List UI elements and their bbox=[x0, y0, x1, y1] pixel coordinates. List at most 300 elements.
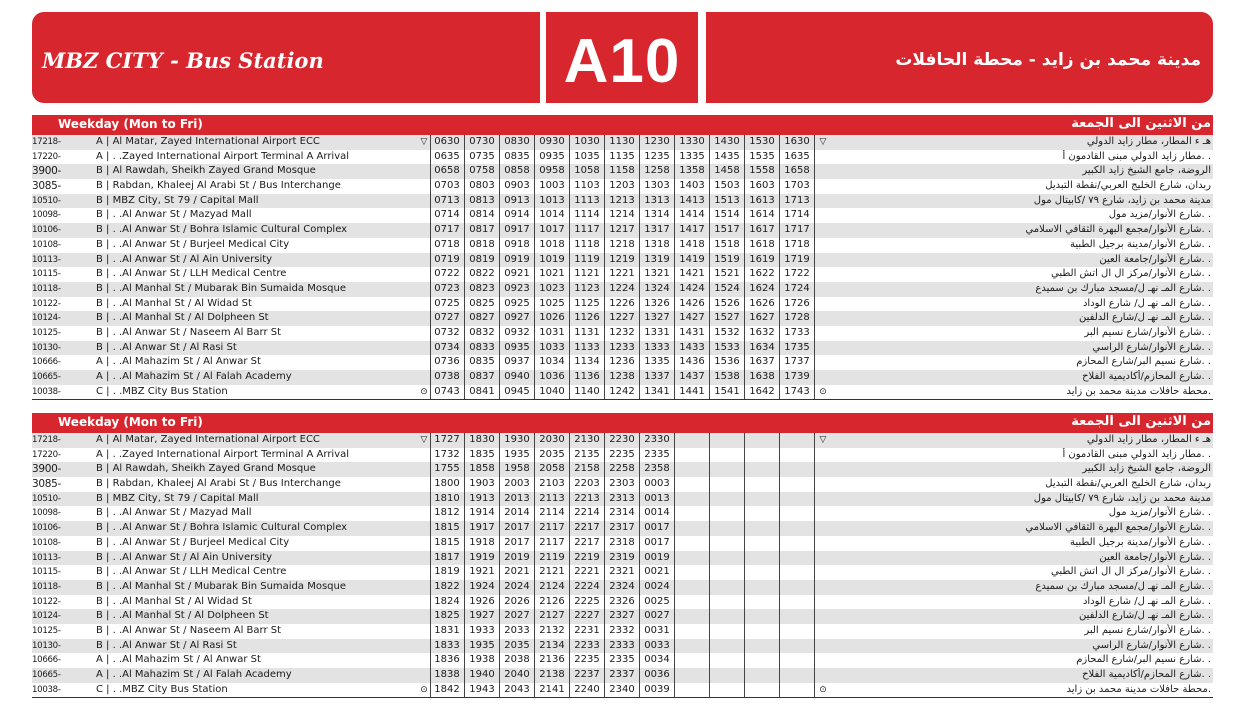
time-cell: 0833 bbox=[465, 341, 500, 356]
section-label-ar: من الاثنين الى الجمعة bbox=[1071, 414, 1211, 429]
stop-name-en: B | MBZ City, St 79 / Capital Mall bbox=[96, 492, 259, 504]
table-row bbox=[32, 668, 1213, 683]
time-cell bbox=[675, 624, 710, 639]
time-cell: 0017 bbox=[640, 536, 675, 551]
section-label-en: Weekday (Mon to Fri) bbox=[58, 415, 203, 429]
time-cell: 2027 bbox=[500, 609, 535, 624]
time-cell: 1642 bbox=[745, 385, 780, 400]
stop-code: 3900- bbox=[32, 463, 62, 476]
time-cell: 0958 bbox=[535, 164, 570, 179]
time-cell: 0935 bbox=[535, 150, 570, 165]
time-cell: 1413 bbox=[675, 194, 710, 209]
time-cell: 1958 bbox=[500, 462, 535, 477]
section-header bbox=[32, 115, 1213, 135]
table-row bbox=[32, 624, 1213, 639]
time-cell: 2058 bbox=[535, 462, 570, 477]
table-row bbox=[32, 179, 1213, 194]
stop-marker: ⊙ bbox=[420, 684, 428, 695]
time-cell: 1327 bbox=[640, 311, 675, 326]
time-cell: 0940 bbox=[500, 370, 535, 385]
stop-name-ar: . .شارع الأنوار/مدينة برجيل الطبية bbox=[1070, 238, 1211, 250]
table-row bbox=[32, 150, 1213, 165]
stop-name-ar: . .شارع المـ نهـ ل/مسجد مبارك بن سميدع bbox=[1035, 282, 1211, 294]
table-row bbox=[32, 551, 1213, 566]
time-cell: 1638 bbox=[745, 370, 780, 385]
time-cell: 2230 bbox=[605, 433, 640, 448]
time-cell bbox=[675, 653, 710, 668]
stop-name-ar: . .شارع الأنوار/شارع الراسي bbox=[1092, 341, 1211, 353]
time-cell: 0036 bbox=[640, 668, 675, 683]
time-cell: 1535 bbox=[745, 150, 780, 165]
time-cell: 2213 bbox=[570, 492, 605, 507]
time-cell: 0937 bbox=[500, 355, 535, 370]
time-cell: 1113 bbox=[570, 194, 605, 209]
time-cell: 1503 bbox=[710, 179, 745, 194]
time-cell: 1125 bbox=[570, 297, 605, 312]
time-cell: 2303 bbox=[605, 477, 640, 492]
time-cell: 2240 bbox=[570, 683, 605, 698]
time-cell bbox=[745, 536, 780, 551]
time-cell: 0814 bbox=[465, 208, 500, 223]
time-cell: 2237 bbox=[570, 668, 605, 683]
time-cell: 2026 bbox=[500, 595, 535, 610]
table-row bbox=[32, 521, 1213, 536]
time-cell: 1838 bbox=[430, 668, 465, 683]
time-cell: 2024 bbox=[500, 580, 535, 595]
stop-code: 10122- bbox=[32, 298, 61, 309]
time-cell: 2227 bbox=[570, 609, 605, 624]
time-cell bbox=[675, 462, 710, 477]
stop-code: 10510- bbox=[32, 195, 61, 206]
time-cell: 1114 bbox=[570, 208, 605, 223]
time-cell bbox=[745, 639, 780, 654]
time-cell: 1437 bbox=[675, 370, 710, 385]
time-cell: 0713 bbox=[430, 194, 465, 209]
time-cell: 2141 bbox=[535, 683, 570, 698]
time-cell: 1626 bbox=[745, 297, 780, 312]
table-row bbox=[32, 492, 1213, 507]
time-cell: 0736 bbox=[430, 355, 465, 370]
time-cell: 1817 bbox=[430, 551, 465, 566]
time-cell: 1938 bbox=[465, 653, 500, 668]
time-cell: 1658 bbox=[780, 164, 815, 179]
time-cell: 2019 bbox=[500, 551, 535, 566]
time-cell: 1521 bbox=[710, 267, 745, 282]
time-cell bbox=[710, 565, 745, 580]
time-cell bbox=[745, 595, 780, 610]
table-row bbox=[32, 238, 1213, 253]
stop-name-ar: . .شارع الأنوار/شارع نسيم البر bbox=[1084, 326, 1211, 338]
time-cell: 2340 bbox=[605, 683, 640, 698]
stop-name-ar: . .شارع المـ نهـ ل/ شارع الوداد bbox=[1082, 595, 1211, 607]
time-cell: 1233 bbox=[605, 341, 640, 356]
time-cell: 1458 bbox=[710, 164, 745, 179]
time-cell: 1819 bbox=[430, 565, 465, 580]
time-cell: 0819 bbox=[465, 253, 500, 268]
time-cell bbox=[675, 609, 710, 624]
stop-code: 10106- bbox=[32, 225, 61, 236]
time-cell: 1917 bbox=[465, 521, 500, 536]
time-cell: 2014 bbox=[500, 506, 535, 521]
time-cell: 0031 bbox=[640, 624, 675, 639]
stop-name-en: B | . .Al Anwar St / LLH Medical Centre bbox=[96, 268, 287, 280]
time-cell: 1303 bbox=[640, 179, 675, 194]
time-cell bbox=[780, 477, 815, 492]
stop-name-ar: . .شارع الأنوار/مركز ال ال اتش الطبي bbox=[1051, 268, 1211, 280]
time-cell: 1637 bbox=[745, 355, 780, 370]
time-cell: 1121 bbox=[570, 267, 605, 282]
time-cell: 2033 bbox=[500, 624, 535, 639]
stop-name-en: B | . .Al Anwar St / Mazyad Mall bbox=[96, 507, 252, 519]
time-cell: 1421 bbox=[675, 267, 710, 282]
time-cell: 1258 bbox=[640, 164, 675, 179]
time-cell: 0932 bbox=[500, 326, 535, 341]
stop-name-ar: . .شارع المحازم/أكاديمية الفلاح bbox=[1082, 669, 1211, 680]
stop-code: 3900- bbox=[32, 165, 62, 178]
time-cell: 2117 bbox=[535, 536, 570, 551]
time-cell: 1238 bbox=[605, 370, 640, 385]
time-cell bbox=[780, 565, 815, 580]
time-cell bbox=[780, 639, 815, 654]
time-cell: 1558 bbox=[745, 164, 780, 179]
time-cell: 1242 bbox=[605, 385, 640, 400]
stop-name-ar: مدينة محمد بن زايد، شارع ٧٩ /كابيتال مول bbox=[1033, 194, 1211, 206]
timetable-rows bbox=[32, 135, 1213, 400]
stop-name-ar: . .شارع الأنوار/مزيد مول bbox=[1108, 209, 1211, 221]
time-cell: 2136 bbox=[535, 653, 570, 668]
time-cell: 0930 bbox=[535, 135, 570, 150]
time-cell: 2326 bbox=[605, 595, 640, 610]
time-cell: 0735 bbox=[465, 150, 500, 165]
stop-name-ar: . .شارع المـ نهـ ل/ شارع الوداد bbox=[1082, 297, 1211, 309]
time-cell: 1431 bbox=[675, 326, 710, 341]
time-cell: 2017 bbox=[500, 536, 535, 551]
time-cell: 1036 bbox=[535, 370, 570, 385]
time-cell bbox=[710, 595, 745, 610]
time-cell: 0917 bbox=[500, 223, 535, 238]
time-cell: 0827 bbox=[465, 311, 500, 326]
time-cell: 1719 bbox=[780, 253, 815, 268]
table-row bbox=[32, 565, 1213, 580]
time-cell: 0703 bbox=[430, 179, 465, 194]
stop-name-ar: . .شارع الأنوار/شارع الراسي bbox=[1092, 639, 1211, 651]
stop-code: 10098- bbox=[32, 508, 61, 519]
time-cell: 2132 bbox=[535, 624, 570, 639]
stop-code: 10666- bbox=[32, 655, 61, 666]
time-cell: 1703 bbox=[780, 179, 815, 194]
table-row bbox=[32, 223, 1213, 238]
time-cell: 2038 bbox=[500, 653, 535, 668]
time-cell: 1530 bbox=[745, 135, 780, 150]
time-cell: 0727 bbox=[430, 311, 465, 326]
time-cell: 1927 bbox=[465, 609, 500, 624]
stop-name-en: B | . .Al Anwar St / Naseem Al Barr St bbox=[96, 624, 282, 636]
stop-code: 10130- bbox=[32, 640, 61, 651]
time-cell: 1810 bbox=[430, 492, 465, 507]
stop-marker-right: ⊙ bbox=[819, 386, 827, 397]
time-cell: 1025 bbox=[535, 297, 570, 312]
time-cell: 2017 bbox=[500, 521, 535, 536]
time-cell: 1403 bbox=[675, 179, 710, 194]
time-cell: 1632 bbox=[745, 326, 780, 341]
time-cell: 1417 bbox=[675, 223, 710, 238]
time-cell: 0817 bbox=[465, 223, 500, 238]
table-row bbox=[32, 448, 1213, 463]
time-cell bbox=[745, 521, 780, 536]
time-cell: 2317 bbox=[605, 521, 640, 536]
time-cell: 1726 bbox=[780, 297, 815, 312]
time-cell bbox=[745, 609, 780, 624]
timetable-section-1 bbox=[32, 115, 1213, 400]
time-cell: 1727 bbox=[430, 433, 465, 448]
time-cell: 2119 bbox=[535, 551, 570, 566]
stop-name-en: B | . .Al Anwar St / Naseem Al Barr St bbox=[96, 326, 282, 338]
time-cell: 1126 bbox=[570, 311, 605, 326]
stop-name-ar: . .شارع نسيم البر/شارع المحازم bbox=[1076, 654, 1211, 666]
stop-name-ar: . .شارع نسيم البر/شارع المحازم bbox=[1076, 356, 1211, 368]
time-cell: 1622 bbox=[745, 267, 780, 282]
column-divider bbox=[430, 135, 431, 399]
stop-name-en: A | . .Zayed International Airport Terminal A Arrival bbox=[96, 150, 350, 162]
time-cell: 1924 bbox=[465, 580, 500, 595]
time-cell: 2040 bbox=[500, 668, 535, 683]
time-cell: 2327 bbox=[605, 609, 640, 624]
time-cell: 2337 bbox=[605, 668, 640, 683]
time-cell: 1541 bbox=[710, 385, 745, 400]
time-cell: 1103 bbox=[570, 179, 605, 194]
stop-code: 10118- bbox=[32, 283, 61, 294]
time-cell: 1031 bbox=[535, 326, 570, 341]
time-cell bbox=[745, 565, 780, 580]
time-cell: 1131 bbox=[570, 326, 605, 341]
time-cell: 1414 bbox=[675, 208, 710, 223]
time-cell: 0718 bbox=[430, 238, 465, 253]
time-cell: 1019 bbox=[535, 253, 570, 268]
time-cell: 1123 bbox=[570, 282, 605, 297]
time-cell: 2319 bbox=[605, 551, 640, 566]
time-cell bbox=[745, 492, 780, 507]
time-cell: 1618 bbox=[745, 238, 780, 253]
time-cell: 1426 bbox=[675, 297, 710, 312]
time-cell bbox=[675, 536, 710, 551]
time-cell: 1418 bbox=[675, 238, 710, 253]
stop-name-en: C | . .MBZ City Bus Station bbox=[96, 385, 228, 397]
time-cell: 0658 bbox=[430, 164, 465, 179]
timetable-section-2 bbox=[32, 413, 1213, 698]
time-cell: 1921 bbox=[465, 565, 500, 580]
time-cell: 1824 bbox=[430, 595, 465, 610]
stop-code: 10510- bbox=[32, 493, 61, 504]
time-cell: 1224 bbox=[605, 282, 640, 297]
time-cell bbox=[745, 462, 780, 477]
time-cell bbox=[675, 668, 710, 683]
time-cell: 1919 bbox=[465, 551, 500, 566]
stop-code: 10122- bbox=[32, 596, 61, 607]
time-cell: 1230 bbox=[640, 135, 675, 150]
time-cell bbox=[780, 653, 815, 668]
time-cell: 1033 bbox=[535, 341, 570, 356]
time-cell: 0832 bbox=[465, 326, 500, 341]
time-cell: 1815 bbox=[430, 521, 465, 536]
time-cell: 2124 bbox=[535, 580, 570, 595]
time-cell: 0818 bbox=[465, 238, 500, 253]
time-cell: 1815 bbox=[430, 536, 465, 551]
time-cell: 1718 bbox=[780, 238, 815, 253]
time-cell: 1737 bbox=[780, 355, 815, 370]
time-cell: 1013 bbox=[535, 194, 570, 209]
time-cell bbox=[780, 683, 815, 698]
time-cell: 1514 bbox=[710, 208, 745, 223]
time-cell: 1634 bbox=[745, 341, 780, 356]
time-cell: 1436 bbox=[675, 355, 710, 370]
time-cell bbox=[675, 448, 710, 463]
stop-name-en: C | . .MBZ City Bus Station bbox=[96, 683, 228, 695]
time-cell: 1918 bbox=[465, 536, 500, 551]
time-cell: 1526 bbox=[710, 297, 745, 312]
stop-name-en: B | Al Rawdah, Sheikh Zayed Grand Mosque bbox=[96, 165, 316, 177]
stop-name-ar: الروضة، جامع الشيخ زايد الكبير bbox=[1082, 165, 1211, 177]
stop-name-en: B | . .Al Anwar St / LLH Medical Centre bbox=[96, 566, 287, 578]
stop-name-en: B | . .Al Manhal St / Al Dolpheen St bbox=[96, 610, 269, 622]
time-cell: 0630 bbox=[430, 135, 465, 150]
time-cell: 1158 bbox=[605, 164, 640, 179]
time-cell: 1519 bbox=[710, 253, 745, 268]
time-cell: 2114 bbox=[535, 506, 570, 521]
time-cell: 1517 bbox=[710, 223, 745, 238]
time-cell: 0841 bbox=[465, 385, 500, 400]
time-cell: 2135 bbox=[570, 448, 605, 463]
stop-code: 10113- bbox=[32, 552, 61, 563]
time-cell: 1017 bbox=[535, 223, 570, 238]
time-cell bbox=[780, 536, 815, 551]
time-cell: 2258 bbox=[605, 462, 640, 477]
stop-marker-right: ⊙ bbox=[819, 684, 827, 695]
stop-name-en: B | . .Al Anwar St / Al Rasi St bbox=[96, 639, 237, 651]
time-cell: 1330 bbox=[675, 135, 710, 150]
time-cell: 2335 bbox=[605, 653, 640, 668]
time-cell: 2030 bbox=[535, 433, 570, 448]
time-cell: 0714 bbox=[430, 208, 465, 223]
time-cell: 0925 bbox=[500, 297, 535, 312]
time-cell bbox=[710, 668, 745, 683]
stop-name-en: B | Rabdan, Khaleej Al Arabi St / Bus Interchange bbox=[96, 180, 341, 192]
time-cell: 1427 bbox=[675, 311, 710, 326]
time-cell: 0743 bbox=[430, 385, 465, 400]
time-cell: 0039 bbox=[640, 683, 675, 698]
stop-name-en: B | MBZ City, St 79 / Capital Mall bbox=[96, 194, 259, 206]
time-cell: 0730 bbox=[465, 135, 500, 150]
time-cell bbox=[745, 580, 780, 595]
time-cell bbox=[710, 609, 745, 624]
time-cell: 2314 bbox=[605, 506, 640, 521]
time-cell bbox=[710, 639, 745, 654]
time-cell: 1926 bbox=[465, 595, 500, 610]
time-cell: 2217 bbox=[570, 521, 605, 536]
time-cell: 1313 bbox=[640, 194, 675, 209]
time-cell: 1755 bbox=[430, 462, 465, 477]
time-cell bbox=[675, 580, 710, 595]
stop-code: 17218- bbox=[32, 435, 61, 445]
time-cell bbox=[780, 462, 815, 477]
stop-name-en: B | . .Al Anwar St / Al Rasi St bbox=[96, 341, 237, 353]
stop-name-ar: ربدان، شارع الخليج العربي/نقطة التبديل bbox=[1045, 180, 1211, 192]
time-cell bbox=[710, 477, 745, 492]
table-row bbox=[32, 595, 1213, 610]
time-cell: 1903 bbox=[465, 477, 500, 492]
stop-name-en: A | . .Al Mahazim St / Al Anwar St bbox=[96, 356, 261, 368]
time-cell: 1935 bbox=[500, 448, 535, 463]
time-cell: 1430 bbox=[710, 135, 745, 150]
time-cell: 0033 bbox=[640, 639, 675, 654]
table-row bbox=[32, 639, 1213, 654]
time-cell: 1117 bbox=[570, 223, 605, 238]
header-left-banner bbox=[32, 12, 540, 103]
time-cell bbox=[710, 521, 745, 536]
stop-name-ar: هـ ء المطار، مطار زايد الدولي bbox=[1086, 136, 1211, 147]
time-cell: 0903 bbox=[500, 179, 535, 194]
stop-name-en: B | . .Al Anwar St / Burjeel Medical City bbox=[96, 536, 290, 548]
stop-code: 10665- bbox=[32, 670, 61, 680]
time-cell: 0725 bbox=[430, 297, 465, 312]
time-cell bbox=[745, 433, 780, 448]
time-cell: 2324 bbox=[605, 580, 640, 595]
time-cell bbox=[780, 580, 815, 595]
time-cell: 1830 bbox=[465, 433, 500, 448]
route-number: A10 bbox=[563, 27, 681, 96]
stop-name-en: B | . .Al Manhal St / Al Widad St bbox=[96, 595, 252, 607]
time-cell: 1018 bbox=[535, 238, 570, 253]
stop-name-ar: . .شارع الأنوار/مجمع البهرة الثقافي الاسلامي bbox=[1025, 224, 1211, 236]
time-cell: 1713 bbox=[780, 194, 815, 209]
time-cell: 2235 bbox=[605, 448, 640, 463]
time-cell: 0003 bbox=[640, 477, 675, 492]
time-cell: 1217 bbox=[605, 223, 640, 238]
table-row bbox=[32, 355, 1213, 370]
stop-code: 10098- bbox=[32, 210, 61, 221]
time-cell: 1513 bbox=[710, 194, 745, 209]
stop-name-ar: الروضة، جامع الشيخ زايد الكبير bbox=[1082, 463, 1211, 475]
time-cell: 1614 bbox=[745, 208, 780, 223]
time-cell: 0019 bbox=[640, 551, 675, 566]
time-cell: 1732 bbox=[430, 448, 465, 463]
stop-code: 17220- bbox=[32, 151, 61, 162]
time-cell: 1333 bbox=[640, 341, 675, 356]
time-cell: 1858 bbox=[465, 462, 500, 477]
time-cell bbox=[710, 683, 745, 698]
stop-name-ar: . .شارع الأنوار/مركز ال ال اتش الطبي bbox=[1051, 566, 1211, 578]
table-row bbox=[32, 267, 1213, 282]
time-cell: 0919 bbox=[500, 253, 535, 268]
stop-code: 10125- bbox=[32, 625, 61, 636]
time-cell: 0738 bbox=[430, 370, 465, 385]
time-cell: 1203 bbox=[605, 179, 640, 194]
stop-code: 10124- bbox=[32, 313, 61, 324]
time-cell bbox=[710, 536, 745, 551]
time-cell: 1441 bbox=[675, 385, 710, 400]
time-cell: 1435 bbox=[710, 150, 745, 165]
time-cell: 0013 bbox=[640, 492, 675, 507]
time-cell: 1133 bbox=[570, 341, 605, 356]
stop-code: 10666- bbox=[32, 357, 61, 368]
stop-code: 10130- bbox=[32, 342, 61, 353]
stop-name-en: B | Al Rawdah, Sheikh Zayed Grand Mosque bbox=[96, 463, 316, 475]
time-cell: 1341 bbox=[640, 385, 675, 400]
time-cell: 2113 bbox=[535, 492, 570, 507]
stop-code: 10115- bbox=[32, 269, 61, 280]
time-cell: 2231 bbox=[570, 624, 605, 639]
time-cell bbox=[675, 683, 710, 698]
time-cell: 0830 bbox=[500, 135, 535, 150]
